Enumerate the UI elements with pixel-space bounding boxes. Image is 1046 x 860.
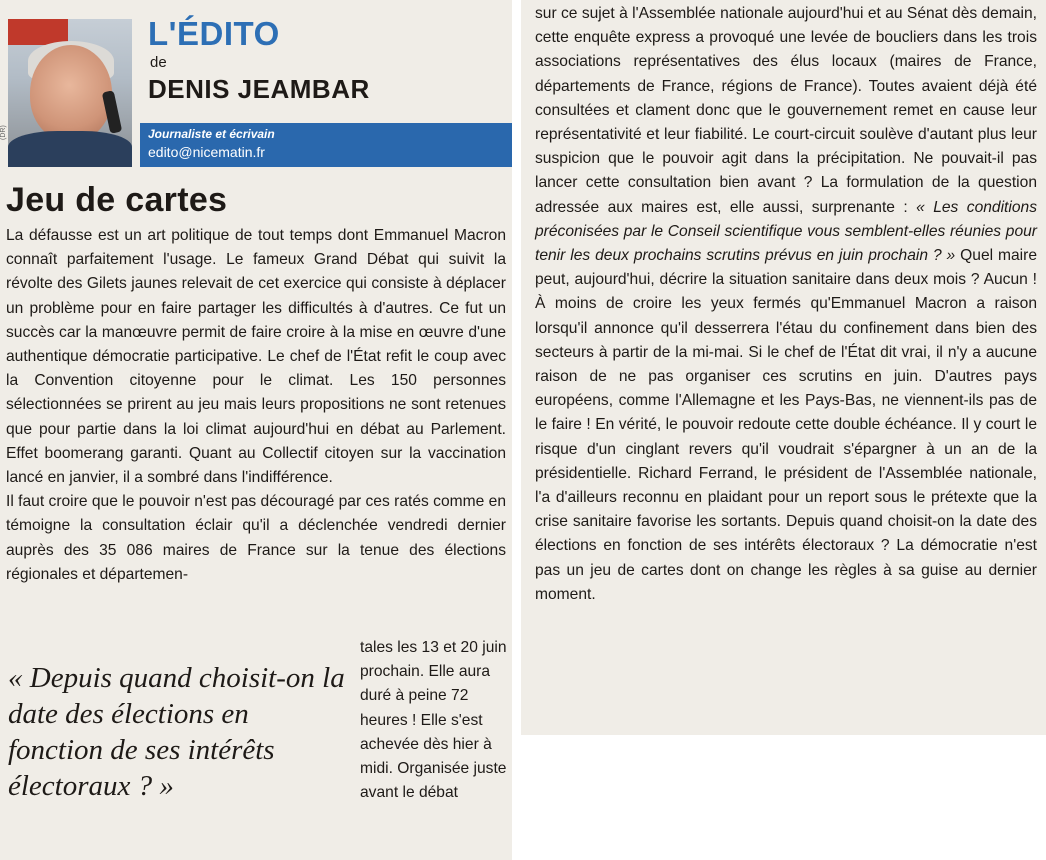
paragraph-3 xyxy=(535,2,1037,607)
article-body-right xyxy=(535,2,1037,607)
narrow-column xyxy=(360,636,508,805)
paragraph-1: La défausse est un art politique de tout temps dont Emmanuel Macron connaît parfaitement l'usage. Le fameux Grand Débat qui suivit la révolte des Gilets jaunes relevait de cet exercice qui consiste à déplacer un problème pour en faire partager les difficultés à d'autres. Ce fut un succès car la manœuvre permit de faire croire à la mise en œuvre d'une authentique démocratie participative. Le chef de l'État refit le coup avec la Convention citoyenne pour le climat. Les 150 personnes sélectionnées se prirent au jeu mais leurs propositions ne sont retenues que pour partie dans la loi climat aujourd'hui en débat au Parlement. Effet boomerang garanti. Quant au Collectif citoyen sur la vaccination lancé en janvier, il a sombré dans l'indifférence. xyxy=(6,227,506,487)
paragraph-2-continued: tales les 13 et 20 juin prochain. Elle aura duré à peine 72 heures ! Elle s'est achevée dès hier à midi. Organisée juste avant le débat xyxy=(360,639,507,802)
paragraph-2: Il faut croire que le pouvoir n'est pas découragé par ces ratés comme en témoigne la consultation éclair qu'il a déclenchée vendredi dernier auprès des 35 086 maires de France sur la tenue des élections régionales et départemen- xyxy=(6,493,506,583)
author-email[interactable]: edito@nicematin.fr xyxy=(148,144,265,160)
mayor-question-quote: « Les conditions préconisées par le Conseil scientifique vous semblent-elles réunies pour tenir les deux prochains scrutins prévus en juin prochain ? » xyxy=(535,198,1037,265)
photo-credit: (DR) xyxy=(0,125,7,140)
article-headline: Jeu de cartes xyxy=(6,181,228,219)
author-role: Journaliste et écrivain xyxy=(148,127,275,141)
paragraph-3-part-2: Quel maire peut, aujourd'hui, décrire la situation sanitaire dans deux mois ? Aucun ! À moins de croire les yeux fermés qu'Emmanuel Macron a raison lorsqu'il annonce qu'il desserrera l'étau du confinement dans bien des secteurs à partir de la mi-mai. Si le chef de l'État dit vrai, il n'y a aucune raison de ne pas organiser ces scrutins en juin. D'autres pays européens, comme l'Allemagne et les Pays-Bas, ne viennent-ils pas de le faire ! En vérité, le pouvoir redoute cette double échéance. Il y court le risque d'un cinglant revers qu'il voudrait s'épargner à un an de la présidentielle. Richard Ferrand, le président de l'Assemblée nationale, l'a d'ailleurs reconnu en plaidant pour un report sous le prétexte que la crise sanitaire favorise les sortants. Depuis quand choisit-on la date des élections en fonction de ses intérêts électoraux ? La démocratie n'est pas un jeu de cartes dont on change les règles à sa guise au dernier moment. xyxy=(535,247,1037,603)
photo-shirt xyxy=(8,131,132,167)
author-info-bar xyxy=(140,123,512,167)
paragraph-3-part-1: sur ce sujet à l'Assemblée nationale aujourd'hui et au Sénat dès demain, cette enquête express a provoqué une levée de boucliers dans les trois associations représentatives des élus locaux (maires de France, départements de France, régions de France). Toutes avaient déjà été consultées et clament donc que le gouvernement remet en cause leur représentativité et leur fiabilité. Le court-circuit soulève d'autant plus leur suspicion que le pouvoir agit dans la précipitation. Ne pouvait-il pas lancer cette consultation bien avant ? La formulation de la question adressée aux maires est, elle aussi, surprenante : xyxy=(535,5,1037,216)
pull-quote: « Depuis quand choisit-on la date des élections en fonction de ses intérêts électoraux ? » xyxy=(8,662,345,802)
author-photo xyxy=(8,19,132,167)
article-body-left xyxy=(6,224,506,587)
photo-face xyxy=(30,45,112,141)
section-title: L'ÉDITO xyxy=(148,15,280,52)
author-name: DENIS JEAMBAR xyxy=(148,74,370,104)
byline-de: de xyxy=(150,54,167,71)
